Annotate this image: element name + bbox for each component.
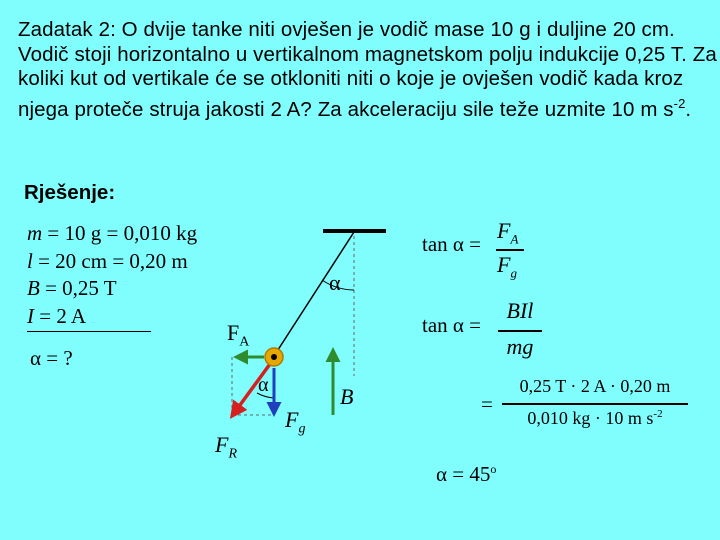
label-FA: $F_A$ [227, 320, 250, 350]
problem-text: O dvije tanke niti ovješen je vodič mase 10 g i duljine 20 cm. Vodič stoji horizontalno u vertikalnom magnetskom polju indukcije 0,25 T. Za koliki kut od vertikale će se otkloniti niti o koje je ovješen vodič kada kroz njega proteče struja jakosti 2 A? Za akceleraciju sile teže uzmite 10 m s [18, 18, 717, 121]
thread [274, 232, 354, 356]
problem-exponent: -2 [673, 95, 686, 111]
angle-label-top: α [329, 270, 341, 295]
equation-2-fraction-bar [498, 330, 542, 332]
given-length: l = 20 cm = 0,20 m [27, 248, 188, 273]
current-dot [271, 354, 277, 360]
equation-3-equals: = [481, 392, 493, 416]
problem-label: Zadatak 2: [18, 18, 116, 41]
equation-2-numerator: BIl [506, 298, 534, 323]
equation-1-denominator: $F_g$ [497, 252, 517, 281]
equation-3-denominator: 0,010 kg · 10 m $s^{-2}$ [527, 408, 663, 428]
equation-3-numerator: 0,25 T · 2 A · 0,20 m [519, 376, 671, 396]
problem-end: . [685, 97, 692, 121]
equation-1-lhs: tan α = [422, 232, 482, 256]
given-field: B = 0,25 T [27, 276, 117, 300]
label-B: B [340, 384, 354, 409]
equation-1-fraction-bar [496, 249, 524, 251]
unknown-angle: α = ? [30, 346, 73, 370]
given-mass: m = 10 g = 0,010 kg [27, 221, 198, 245]
equation-2-lhs: tan α = [422, 313, 482, 337]
label-FR: $F_R$ [215, 432, 238, 462]
equation-2-denominator: mg [506, 334, 534, 359]
angle-label-bottom: α [258, 374, 269, 396]
result: $\alpha = 45^o$ [436, 462, 497, 486]
label-Fg: $F_g$ [285, 407, 306, 437]
equation-1-numerator: $F_A$ [497, 218, 519, 247]
solution-heading: Rješenje: [24, 181, 116, 204]
equation-3-fraction-bar [502, 403, 688, 405]
given-current: I = 2 A [27, 303, 87, 328]
